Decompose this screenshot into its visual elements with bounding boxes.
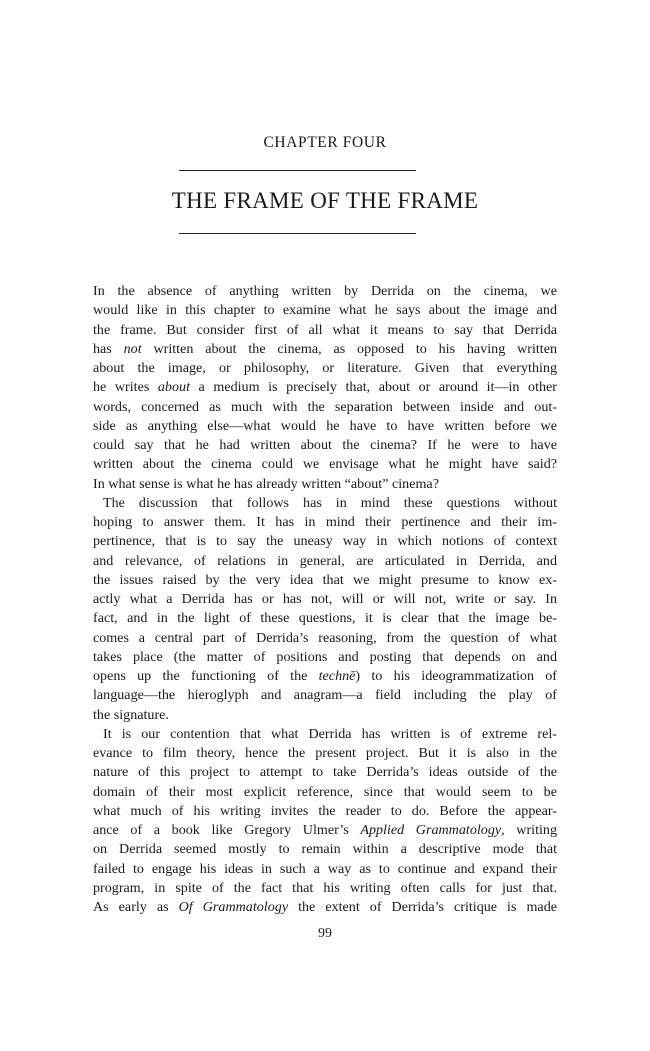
- text-line: [93, 648, 557, 667]
- text-segment: fact, and in the light of these questions, it is clear that the image be-: [93, 610, 557, 627]
- text-line: [93, 552, 557, 571]
- text-segment: domain of their most explicit reference, since that would seem to be: [93, 783, 557, 800]
- text-line: [93, 436, 557, 455]
- title-rule-bottom: [179, 233, 416, 234]
- text-line: [93, 301, 557, 320]
- text-line: [93, 860, 557, 879]
- text-line: [93, 398, 557, 417]
- text-segment: opens up the functioning of the: [93, 668, 319, 684]
- text-segment: has: [93, 340, 124, 357]
- text-segment: the issues raised by the very idea that we might presume to know ex-: [93, 571, 557, 588]
- body-text: [93, 282, 557, 917]
- text-line: [93, 321, 557, 340]
- text-line: [93, 744, 557, 763]
- text-segment: In the absence of anything written by Derrida on the cinema, we: [93, 283, 557, 299]
- italic-text: Of Grammatology: [178, 899, 289, 915]
- text-segment: the frame. But consider first of all what it means to say that Derrida: [93, 321, 557, 338]
- text-segment: would like in this chapter to examine what he says about the image and: [93, 302, 557, 319]
- text-segment: As early as: [93, 899, 179, 915]
- text-line: [93, 417, 557, 436]
- text-line: [93, 802, 557, 821]
- text-line: [93, 494, 557, 513]
- text-line: [93, 821, 557, 840]
- text-line: [93, 455, 557, 474]
- italic-text: technē: [318, 668, 356, 684]
- text-line: [93, 840, 557, 859]
- text-line: [93, 282, 557, 301]
- text-segment: what much of his writing invites the reader to do. Before the appear-: [93, 802, 557, 819]
- text-segment: program, in spite of the fact that his writing often calls for just that.: [93, 879, 557, 896]
- text-line: [93, 571, 557, 590]
- text-segment: a medium is precisely that, about or around it—in other: [189, 379, 557, 396]
- title-rule-top: [179, 170, 416, 171]
- text-segment: ) to his ideogrammatization of: [355, 668, 557, 684]
- text-line: [93, 763, 557, 782]
- paragraph: [93, 494, 557, 725]
- text-segment: ance of a book like Gregory Ulmer’s: [93, 822, 361, 838]
- text-segment: actly what a Derrida has or has not, will or will not, write or say. In: [93, 591, 557, 607]
- text-line: [93, 590, 557, 609]
- text-line: [93, 706, 557, 725]
- text-line: [93, 609, 557, 628]
- text-line: [93, 629, 557, 648]
- paragraph: [93, 282, 557, 494]
- text-segment: nature of this project to attempt to take Derrida’s ideas outside of the: [93, 764, 557, 781]
- text-segment: The discussion that follows has in mind these questions without: [103, 494, 557, 511]
- text-line: [93, 898, 557, 917]
- text-line: [93, 359, 557, 378]
- text-line: [93, 879, 557, 898]
- italic-text: Applied Grammatology: [360, 822, 502, 838]
- text-line: [93, 725, 557, 744]
- text-segment: failed to engage his ideas in such a way as to continue and expand their: [93, 860, 557, 877]
- text-line: [93, 340, 557, 359]
- text-segment: written about the cinema could we envisage what he might have said?: [93, 456, 557, 473]
- text-segment: on Derrida seemed mostly to remain within a descriptive mode that: [93, 841, 557, 858]
- text-line: [93, 532, 557, 551]
- page-number: 99: [318, 926, 332, 941]
- italic-text: not: [123, 340, 142, 357]
- text-segment: In what sense is what he has already written “about” cinema?: [93, 475, 439, 492]
- text-segment: the extent of Derrida’s critique is made: [288, 899, 557, 915]
- text-segment: , writing: [501, 822, 557, 838]
- text-segment: language—the hieroglyph and anagram—a field including the play of: [93, 687, 557, 704]
- text-segment: It is our contention that what Derrida has written is of extreme rel-: [103, 725, 557, 742]
- text-line: [93, 667, 557, 686]
- text-segment: evance to film theory, hence the present project. But it is also in the: [93, 745, 557, 761]
- text-segment: hoping to answer them. It has in mind their pertinence and their im-: [93, 514, 557, 530]
- text-line: [93, 783, 557, 802]
- text-segment: pertinence, that is to say the uneasy way in which notions of context: [93, 533, 557, 550]
- text-line: [93, 378, 557, 397]
- text-segment: and relevance, of relations in general, are articulated in Derrida, and: [93, 552, 557, 569]
- text-segment: takes place (the matter of positions and posting that depends on and: [93, 648, 557, 665]
- text-segment: he writes: [93, 379, 158, 396]
- text-segment: side as anything else—what would he have to have written before we: [93, 417, 557, 434]
- text-segment: about the image, or philosophy, or literature. Given that everything: [93, 360, 557, 376]
- text-segment: could say that he had written about the cinema? If he were to have: [93, 437, 557, 453]
- text-line: [93, 475, 557, 494]
- text-segment: the signature.: [93, 706, 169, 723]
- text-line: [93, 686, 557, 705]
- italic-text: about: [157, 379, 190, 396]
- text-segment: words, concerned as much with the separation between inside and out-: [93, 398, 557, 415]
- chapter-label: CHAPTER FOUR: [263, 134, 387, 151]
- text-line: [93, 513, 557, 532]
- chapter-title: THE FRAME OF THE FRAME: [171, 188, 479, 213]
- text-segment: written about the cinema, as opposed to his having written: [141, 340, 557, 357]
- text-segment: comes a central part of Derrida’s reasoning, from the question of what: [93, 629, 557, 646]
- paragraph: [93, 725, 557, 918]
